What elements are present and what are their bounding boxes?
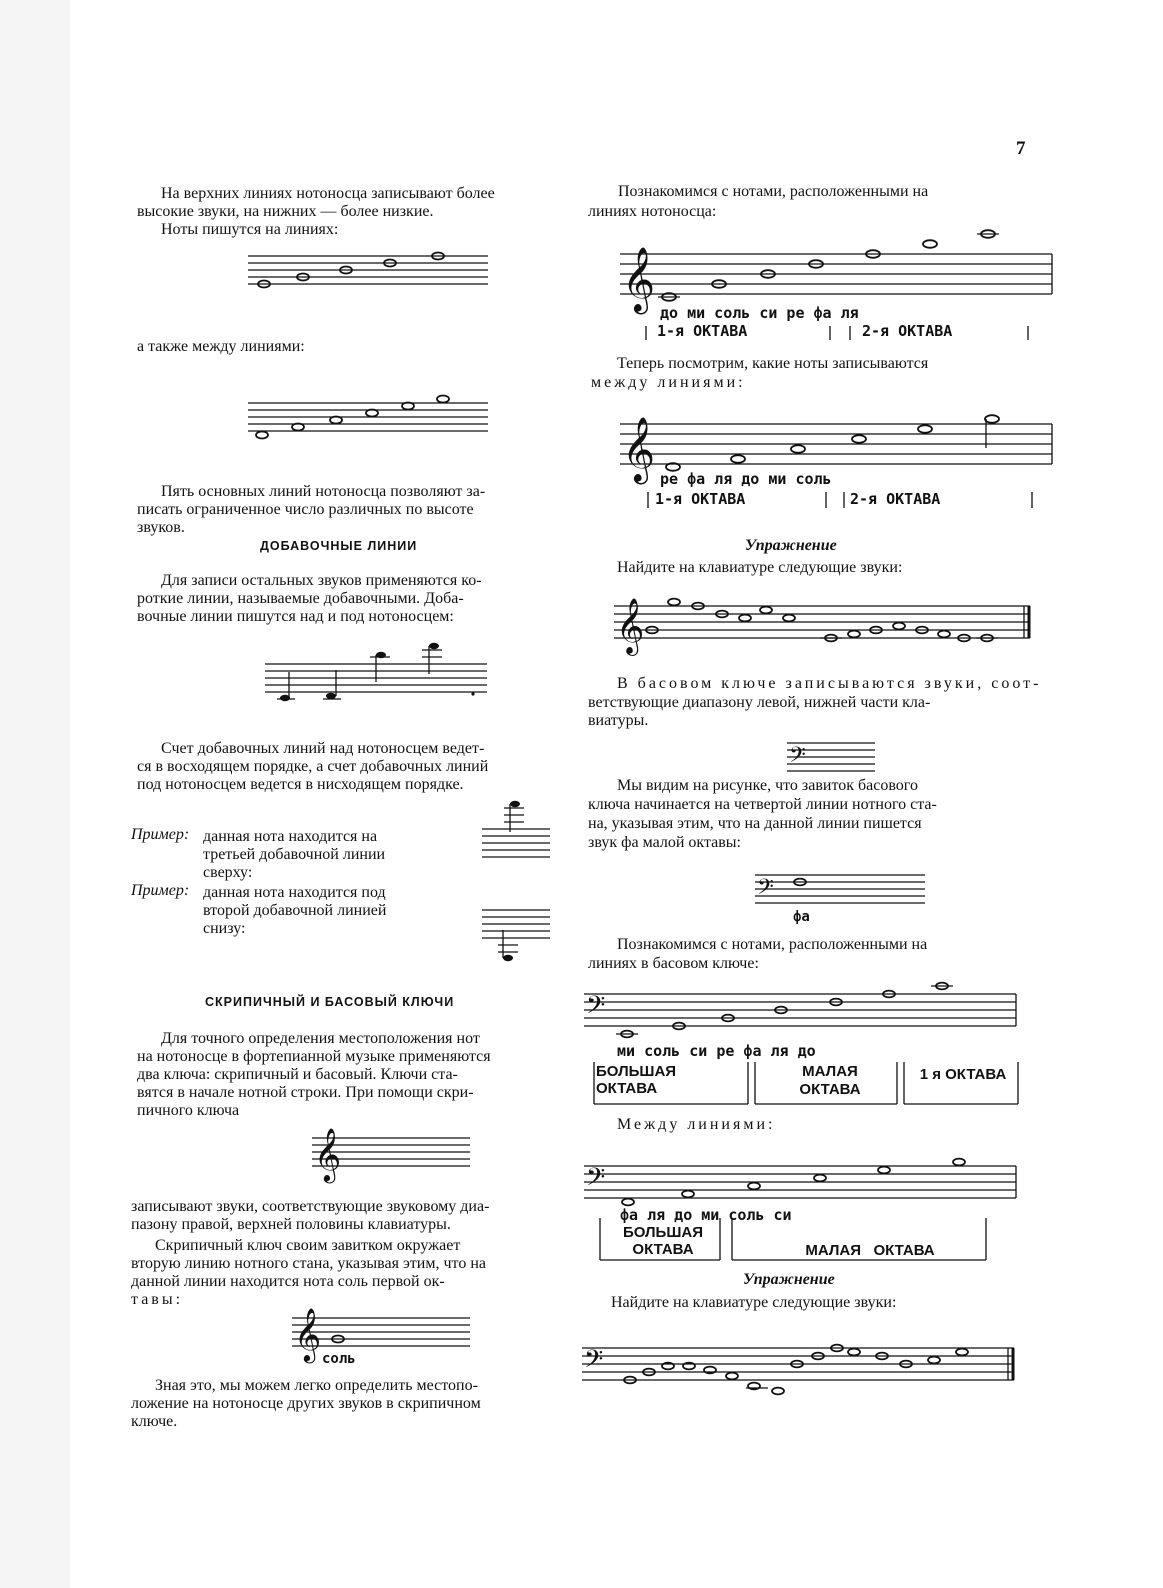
staff3-box1-line1: БОЛЬШАЯ [596, 1063, 677, 1080]
heading-treble-and-bass-clefs: СКРИПИЧНЫЙ И БАСОВЫЙ КЛЮЧИ [205, 995, 455, 1009]
left-p6-line2: ся в восходящем порядке, а счет добавочных линий [137, 758, 489, 775]
left-p7-line3: два ключа: скрипичный и басовый. Ключи ста- [137, 1066, 458, 1083]
left-p5-line1: Для записи остальных звуков применяются ко- [161, 572, 482, 589]
right-p3-line3: виатуры. [588, 712, 649, 729]
example1-line3: сверху: [203, 864, 253, 881]
staff-bass-notes-between [584, 1156, 1024, 1212]
bass-clef-icon: 𝄢 [586, 991, 606, 1026]
example1-line1: данная нота находится на [203, 828, 378, 845]
left-p5-line2: роткие линии, называемые добавочными. Доба- [137, 590, 464, 607]
staff3-box2-line2: ОКТАВА [799, 1081, 861, 1098]
left-p9-line4: тавы: [131, 1291, 184, 1308]
page-scan-edge [0, 0, 70, 1588]
staff1-note-names: до ми соль си ре фа ля [660, 304, 859, 322]
right-p6: Между линиями: [617, 1116, 776, 1133]
exercise2-text: Найдите на клавиатуре следующие звуки: [611, 1294, 897, 1311]
right-p1-line1: Познакомимся с нотами, расположенными на [618, 183, 929, 200]
treble-clef-icon: 𝄞 [622, 417, 656, 482]
left-p2: Ноты пишутся на линиях: [161, 221, 339, 238]
right-p3-line2: ветствующие диапазону левой, нижней части кла- [588, 694, 931, 711]
left-p7-line5: пичного ключа [137, 1102, 240, 1119]
bass-clef-icon: 𝄢 [757, 875, 774, 905]
example2-line2: второй добавочной линией [203, 902, 387, 919]
example1-label: Пример: [131, 826, 190, 843]
right-p5-line2: линиях в басовом ключе: [588, 955, 759, 972]
right-p4-line1: Мы видим на рисунке, что завиток басового [617, 777, 918, 794]
staff-treble-clef-demo [312, 1122, 472, 1181]
staff-exercise2-bass [582, 1336, 1022, 1396]
treble-clef-icon: 𝄞 [622, 247, 656, 312]
staff-second-ledger-below [482, 906, 552, 970]
right-p5-line1: Познакомимся с нотами, расположенными на [617, 936, 928, 953]
bass-clef-icon: 𝄢 [584, 1345, 604, 1380]
right-p4-line4: звук фа малой октавы: [588, 834, 741, 851]
left-p9-line1: Скрипичный ключ своим завитком окружает [155, 1237, 461, 1254]
staff3-note-names: ми соль си ре фа ля до [617, 1042, 816, 1060]
staff3-box3: 1 я ОКТАВА [919, 1066, 1007, 1083]
treble-clef-icon: 𝄞 [314, 1127, 342, 1181]
staff-ledger-lines [265, 642, 495, 700]
left-p1-line2: высокие звуки, на нижних — более низкие. [137, 203, 434, 220]
left-p3: а также между линиями: [137, 338, 305, 355]
staff-exercise1-treble [614, 592, 1034, 652]
staff3-box1-line2: ОКТАВА [596, 1080, 658, 1097]
left-p4-line2: писать ограниченное число различных по высоте [137, 501, 474, 518]
bass-clef-icon: 𝄢 [789, 743, 806, 773]
right-p1-line2: линиях нотоносца: [588, 203, 717, 220]
treble-clef-icon: 𝄞 [616, 598, 645, 654]
staff-treble-notes-on-lines [620, 240, 1060, 312]
heading-ledger-lines: ДОБАВОЧНЫЕ ЛИНИИ [260, 539, 418, 553]
staff4-box1-line1: БОЛЬШАЯ [622, 1224, 704, 1241]
left-p7-line2: на нотоносце в фортепианной музыке применяются [137, 1048, 491, 1065]
left-p8-line2: пазону правой, верхней половины клавиатуры. [131, 1216, 451, 1233]
left-p10-line1: Зная это, мы можем легко определить местопо- [155, 1377, 478, 1394]
staff2-note-names: ре фа ля до ми соль [660, 470, 832, 488]
left-p10-line2: ложение на нотоносце других звуков в скрипичном [131, 1395, 481, 1412]
staff-notes-on-lines [248, 252, 488, 292]
right-p2-line1: Теперь посмотрим, какие ноты записываются [617, 355, 929, 372]
right-p4-line2: ключа начинается на четвертой линии нотного ста- [588, 796, 937, 813]
left-p6-line1: Счет добавочных линий над нотоносцем ведет- [161, 740, 485, 757]
staff3-box2-line1: МАЛАЯ [802, 1063, 858, 1080]
exercise1-title: Упражнение [745, 537, 837, 554]
staff-bass-clef-demo [787, 740, 882, 774]
example2-line3: снизу: [203, 920, 246, 937]
treble-clef-icon: 𝄞 [294, 1307, 322, 1361]
example1-line2: третьей добавочной линии [203, 846, 386, 863]
sol-label: соль [322, 1351, 356, 1367]
staff-bass-notes-on-lines [584, 984, 1024, 1044]
left-p7-line1: Для точного определения местоположения нот [161, 1030, 480, 1047]
left-p9-line2: вторую линию нотного стана, указывая этим, что на [131, 1255, 486, 1272]
fa-label: фа [793, 909, 810, 925]
staff4-box1-line2: ОКТАВА [632, 1241, 694, 1258]
left-p7-line4: вятся в начале нотной строки. При помощи скри- [137, 1084, 474, 1101]
exercise1-text: Найдите на клавиатуре следующие звуки: [617, 559, 903, 576]
staff4-note-names: фа ля до ми соль си [620, 1206, 792, 1224]
left-p10-line3: ключе. [131, 1413, 178, 1430]
left-p6-line3: под нотоносцем ведется в нисходящем порядке. [137, 776, 464, 793]
staff1-octave2: 2-я ОКТАВА [862, 322, 953, 340]
left-p1-line1: На верхних линиях нотоносца записывают более [161, 185, 495, 202]
left-p5-line3: вочные линии пишутся над и под нотоносцем: [137, 608, 454, 625]
left-p8-line1: записывают звуки, соответствующие звуковому диа- [131, 1198, 490, 1215]
staff4-box2: МАЛАЯ ОКТАВА [805, 1242, 935, 1259]
left-p4-line3: звуков. [137, 519, 185, 536]
right-p4-line3: на, указывая этим, что на данной линии пишется [588, 815, 922, 832]
staff-bass-fa [755, 872, 930, 906]
staff-notes-between-lines [248, 398, 488, 443]
left-p9-line3: данной линии находится нота соль первой ок- [131, 1273, 445, 1290]
right-p2-line2: между линиями: [591, 374, 746, 391]
left-p4-line1: Пять основных линий нотоносца позволяют за- [161, 483, 486, 500]
bass-clef-icon: 𝄢 [586, 1163, 606, 1198]
right-p3-line1: В басовом ключе записываются звуки, соот- [617, 675, 1042, 692]
page-number: 7 [1016, 138, 1026, 159]
exercise2-title: Упражнение [743, 1271, 835, 1288]
example2-line1: данная нота находится под [203, 884, 386, 901]
staff-third-ledger-above [482, 794, 552, 864]
example2-label: Пример: [131, 882, 190, 899]
staff2-octave2: 2-я ОКТАВА [850, 490, 941, 508]
staff1-octave1: 1-я ОКТАВА [657, 322, 748, 340]
staff2-octave1: 1-я ОКТАВА [655, 490, 746, 508]
